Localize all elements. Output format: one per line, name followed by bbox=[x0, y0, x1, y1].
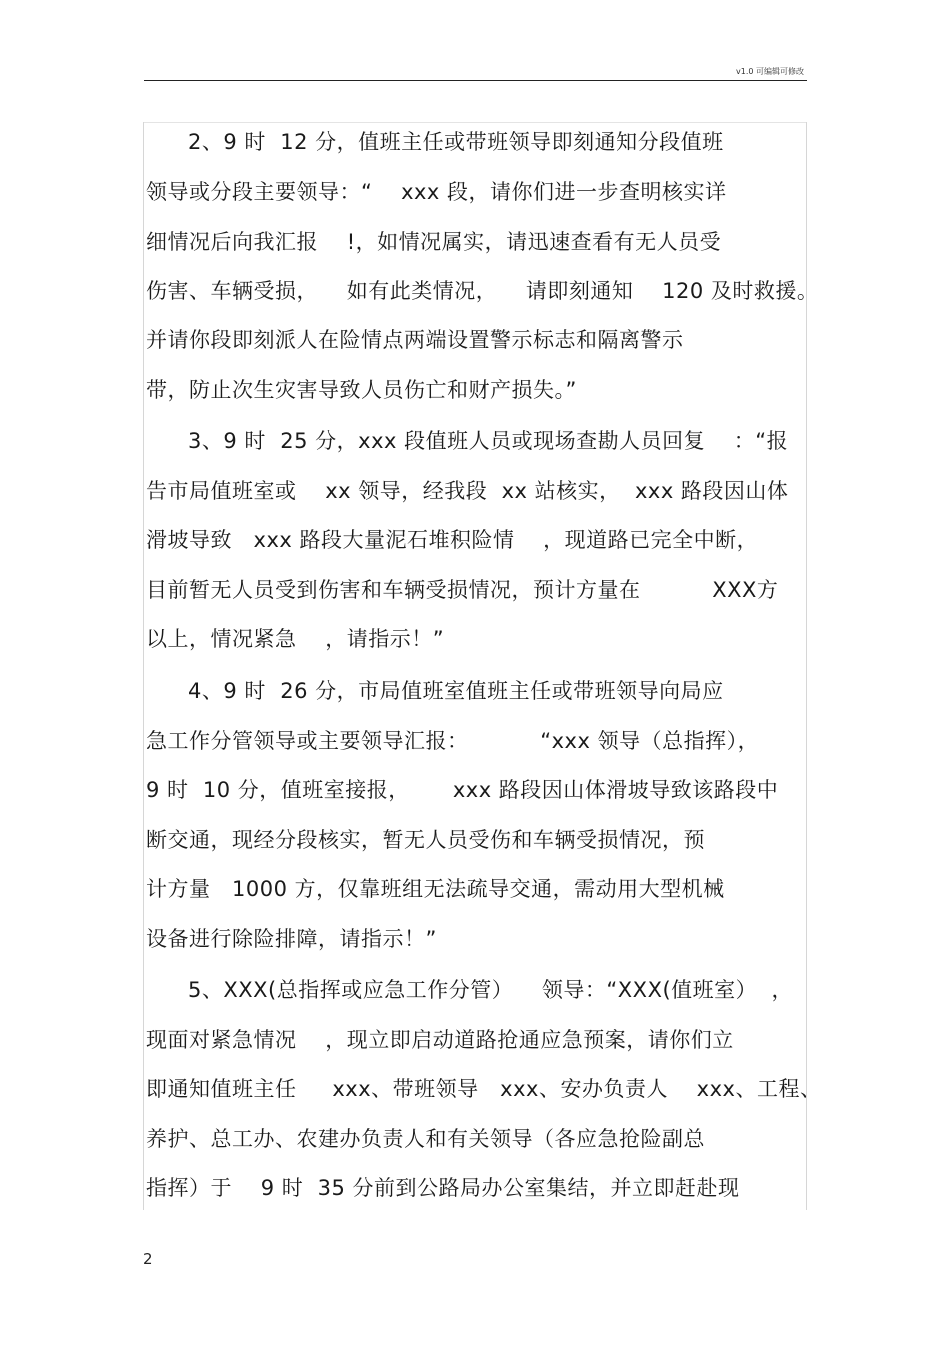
paragraph-4-line-6: 设备进行除险排障，请指示！” bbox=[146, 927, 437, 951]
paragraph-4-line-4: 断交通，现经分段核实，暂无人员受伤和车辆受损情况，预 bbox=[146, 828, 705, 852]
paragraph-4-line-5: 计方量 1000 方，仅靠班组无法疏导交通，需动用大型机械 bbox=[146, 877, 725, 901]
paragraph-5-line-4: 养护、总工办、农建办负责人和有关领导（各应急抢险副总 bbox=[146, 1127, 705, 1151]
paragraph-5-line-1: 5、XXX(总指挥或应急工作分管） 领导：“XXX(值班室） ， bbox=[188, 978, 793, 1002]
header-divider bbox=[144, 80, 807, 81]
paragraph-4-line-1: 4、9 时 26 分，市局值班室值班主任或带班领导向局应 bbox=[188, 679, 724, 703]
paragraph-2-line-2: 领导或分段主要领导：“ xxx 段，请你们进一步查明核实详 bbox=[146, 180, 727, 204]
paragraph-4-line-2: 急工作分管领导或主要领导汇报： “xxx 领导（总指挥）， bbox=[146, 729, 760, 753]
paragraph-2-line-3: 细情况后向我汇报 !，如情况属实，请迅速查看有无人员受 bbox=[146, 230, 722, 254]
page-number: 2 bbox=[143, 1250, 153, 1268]
paragraph-3-line-1: 3、9 时 25 分，xxx 段值班人员或现场查勘人员回复 ：“报 bbox=[188, 429, 789, 453]
paragraph-2-line-1: 2、9 时 12 分，值班主任或带班领导即刻通知分段值班 bbox=[188, 130, 724, 154]
paragraph-3-line-4: 目前暂无人员受到伤害和车辆受损情况，预计方量在 XXX方 bbox=[146, 578, 779, 602]
paragraph-3-line-2: 告市局值班室或 xx 领导，经我段 xx 站核实， xxx 路段因山体 bbox=[146, 479, 789, 503]
text-frame-top bbox=[143, 122, 806, 123]
paragraph-2-line-5: 并请你段即刻派人在险情点两端设置警示标志和隔离警示 bbox=[146, 328, 684, 352]
paragraph-3-line-3: 滑坡导致 xxx 路段大量泥石堆积险情 ，现道路已完全中断， bbox=[146, 528, 759, 552]
paragraph-3-line-5: 以上，情况紧急 ，请指示！” bbox=[146, 627, 445, 651]
paragraph-5-line-2: 现面对紧急情况 ，现立即启动道路抢通应急预案，请你们立 bbox=[146, 1028, 734, 1052]
paragraph-2-line-4: 伤害、车辆受损， 如有此类情况， 请即刻通知 120 及时救援。 bbox=[146, 279, 819, 303]
header-version-text: v1.0 可编辑可修改 bbox=[736, 67, 804, 76]
paragraph-5-line-5: 指挥）于 9 时 35 分前到公路局办公室集结，并立即赶赴现 bbox=[146, 1176, 740, 1200]
paragraph-4-line-3: 9 时 10 分，值班室接报， xxx 路段因山体滑坡导致该路段中 bbox=[146, 778, 779, 802]
paragraph-2-line-6: 带，防止次生灾害导致人员伤亡和财产损失。” bbox=[146, 378, 577, 402]
text-frame-left bbox=[143, 122, 144, 1210]
paragraph-5-line-3: 即通知值班主任 xxx、带班领导 xxx、安办负责人 xxx、工程、 bbox=[146, 1077, 822, 1101]
